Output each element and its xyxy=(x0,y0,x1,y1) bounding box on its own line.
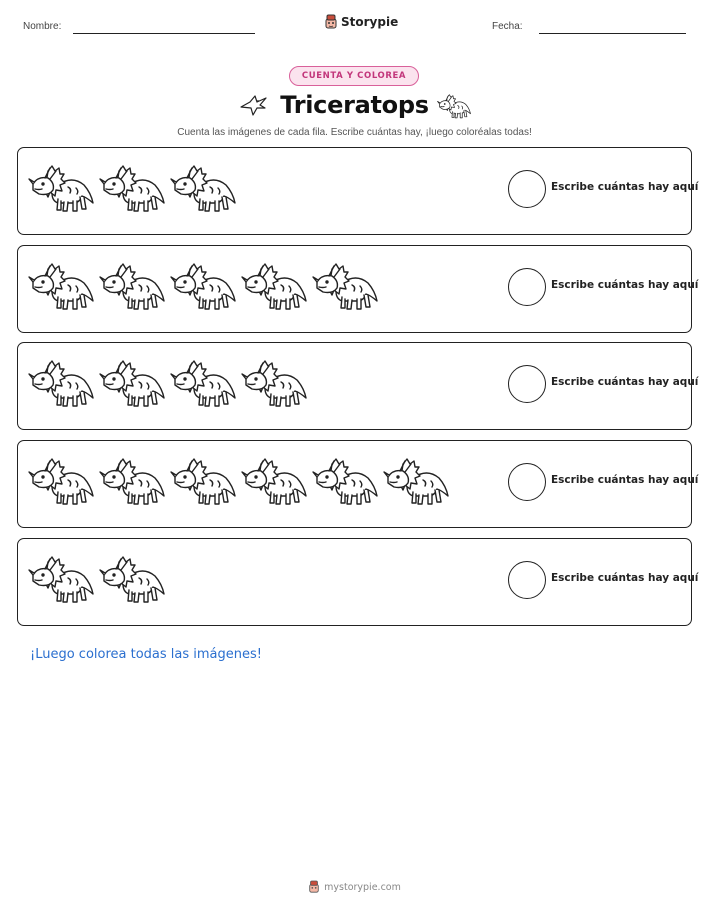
count-row xyxy=(17,538,699,626)
triceratops-icon xyxy=(28,261,94,311)
triceratops-icon xyxy=(170,163,236,213)
triceratops-icon xyxy=(312,261,378,311)
page-title: Triceratops xyxy=(280,91,429,119)
answer-prompt: Escribe cuántas hay aquí xyxy=(551,181,699,193)
triceratops-icon xyxy=(28,358,94,408)
triceratops-icon xyxy=(170,456,236,506)
name-label: Nombre: xyxy=(23,21,62,32)
count-row xyxy=(17,342,699,430)
triceratops-icon xyxy=(170,261,236,311)
date-label: Fecha: xyxy=(492,21,523,32)
triceratops-icon xyxy=(170,358,236,408)
triceratops-icon xyxy=(28,163,94,213)
answer-prompt: Escribe cuántas hay aquí xyxy=(551,474,699,486)
triceratops-icon xyxy=(241,261,307,311)
triceratops-icon xyxy=(99,456,165,506)
name-line[interactable] xyxy=(73,33,255,34)
storypie-logo-icon xyxy=(308,880,320,894)
count-row xyxy=(17,440,699,528)
count-row xyxy=(17,147,699,235)
coloring-note: ¡Luego colorea todas las imágenes! xyxy=(30,647,262,662)
footer xyxy=(0,880,709,894)
date-line[interactable] xyxy=(539,33,686,34)
triceratops-icon xyxy=(383,456,449,506)
answer-circle[interactable] xyxy=(508,170,546,208)
triceratops-icon xyxy=(241,358,307,408)
triceratops-icon xyxy=(99,261,165,311)
triceratops-icon xyxy=(99,163,165,213)
activity-badge: CUENTA Y COLOREA xyxy=(289,66,419,86)
answer-circle[interactable] xyxy=(508,561,546,599)
footer-site: mystorypie.com xyxy=(324,881,401,893)
triceratops-icon xyxy=(28,456,94,506)
instructions: Cuenta las imágenes de cada fila. Escribe cuántas hay, ¡luego coloréalas todas! xyxy=(177,127,532,138)
count-row xyxy=(17,245,699,333)
triceratops-icon xyxy=(437,93,471,119)
brand xyxy=(324,14,398,30)
triceratops-icon xyxy=(99,358,165,408)
triceratops-icon xyxy=(241,456,307,506)
answer-circle[interactable] xyxy=(508,365,546,403)
answer-circle[interactable] xyxy=(508,268,546,306)
triceratops-icon xyxy=(28,554,94,604)
storypie-logo-icon xyxy=(324,14,338,30)
answer-prompt: Escribe cuántas hay aquí xyxy=(551,279,699,291)
answer-prompt: Escribe cuántas hay aquí xyxy=(551,572,699,584)
answer-circle[interactable] xyxy=(508,463,546,501)
triceratops-icon xyxy=(312,456,378,506)
triceratops-icon xyxy=(99,554,165,604)
answer-prompt: Escribe cuántas hay aquí xyxy=(551,376,699,388)
brand-name: Storypie xyxy=(341,15,399,29)
